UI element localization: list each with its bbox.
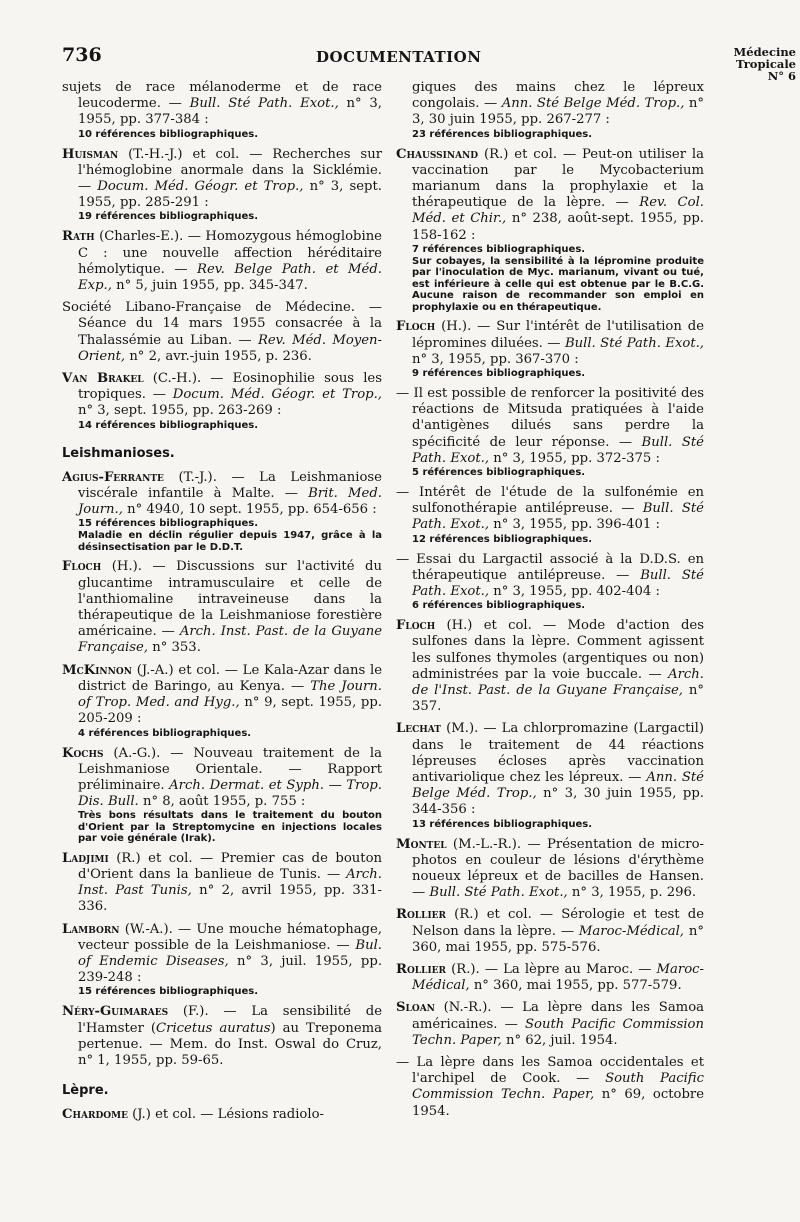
entry-details: n° 3, 30 juin 1955, pp. 267-277 : (412, 96, 705, 128)
entry-references: 23 références bibliographiques. (412, 128, 593, 140)
entry-details: n° 357. (412, 682, 705, 715)
entry-author: Chaussinand (396, 146, 479, 162)
entry-source: South Pacific Commission Techn. Paper, (412, 1016, 704, 1048)
entry-references: 13 références bibliographiques. (412, 818, 593, 830)
entry-references: 14 références bibliographiques. (78, 419, 259, 431)
entry-author: Chardome (62, 1107, 128, 1123)
entry-details: ) au Treponema pertenue. — Mem. do Inst. Oswal do Cruz, n° 1, 1955, pp. 59-65. (78, 1020, 382, 1069)
entry-text: Société Libano-Française de Médecine. — Séance du 14 mars 1955 consacrée à la Thalassémie au Liban. — (62, 300, 382, 348)
entry-source: Bull. Sté Path. Exot., (564, 335, 705, 351)
entry-source: Ann. Sté Belge Méd. Trop., (501, 96, 685, 112)
entry-details: n° 3, juil. 1955, pp. 239-248 : (78, 954, 383, 986)
entry-source: Arch. Inst. Past Tunis, (78, 867, 382, 899)
entry-source: Bull. Sté Path. Exot., (412, 501, 704, 533)
entries-group-top (62, 80, 382, 432)
journal-label (734, 46, 796, 82)
entry-source: South Pacific Commission Techn. Paper, (412, 1071, 704, 1103)
bibliography-entry (396, 1000, 704, 1049)
bibliography-entry (396, 618, 704, 715)
entry-details: n° 2, avril 1955, pp. 331-336. (78, 883, 383, 915)
page-number: 736 (62, 44, 102, 66)
bibliography-entry (396, 721, 704, 830)
entry-source: Cricetus auratus (156, 1020, 271, 1036)
entry-source: Bull. Sté Path. Exot., (412, 567, 704, 599)
entry-details: n° 353. (148, 640, 201, 656)
entry-references: 15 références bibliographiques. (78, 518, 259, 530)
entry-author: Sloan (396, 1000, 435, 1016)
entry-text: (A.-G.). — Nouveau traitement de la Leishmaniose Orientale. — Rapport préliminaire. (78, 745, 382, 793)
entry-details: n° 3, 1955, p. 296. (567, 885, 697, 901)
bibliography-entry (62, 851, 382, 916)
bibliography-entry (62, 559, 382, 656)
entry-details: n° 4940, 10 sept. 1955, pp. 654-656 : (122, 502, 377, 518)
entry-references: 9 références bibliographiques. (412, 367, 586, 379)
entry-source: Arch. de l'Inst. Past. de la Guyane Française, (412, 666, 704, 698)
entry-text: sujets de race mélanoderme et de race leucoderme. — (62, 80, 382, 112)
entry-details: n° 3, 1955, pp. 402-404 : (489, 583, 660, 599)
bibliography-entry (62, 1107, 382, 1123)
entry-text: (T.-J.). — La Leishmaniose viscérale infantile à Malte. — (78, 469, 382, 502)
entry-text: (M.). — La chlorpromazine (Largactil) dans le traitement de 44 réactions lépreuses écloses après vaccination antivariolique chez les lépreux. — (412, 721, 704, 785)
entry-references: 5 références bibliographiques. (412, 466, 586, 478)
bibliography-entry (396, 552, 704, 613)
bibliography-entry (396, 962, 704, 994)
entry-references: 12 références bibliographiques. (412, 533, 593, 545)
section-heading-leishmanioses: Leishmanioses. (62, 445, 175, 461)
entry-text: (F.). — La sensibilité de l'Hamster ( (78, 1004, 382, 1036)
entry-details: n° 5, juin 1955, pp. 345-347. (111, 278, 308, 294)
bibliography-entry-continued (396, 80, 704, 141)
entry-text: — La lèpre dans les Samoa occidentales et l'archipel de Cook. — (396, 1055, 704, 1087)
left-column (62, 80, 382, 1130)
journal-line: N° 6 (767, 69, 796, 83)
section-heading-lepre: Lèpre. (62, 1083, 109, 1099)
entry-author: Floch (396, 618, 436, 634)
bibliography-entry (396, 319, 704, 380)
entry-source: Rev. Col. Méd. et Chir., (412, 195, 704, 227)
entry-references: 19 références bibliographiques. (78, 211, 259, 223)
entry-text: (Charles-E.). — Homozygous hémoglobine C : une nouvelle affection héréditaire hémolytique. — (78, 229, 382, 277)
bibliography-entry (62, 229, 382, 294)
entry-text: (R.) et col. — Premier cas de bouton d'Orient dans la banlieue de Tunis. — (78, 850, 382, 883)
entry-references: 4 références bibliographiques. (78, 727, 252, 739)
entry-author: Floch (396, 319, 436, 335)
bibliography-entry (396, 485, 704, 546)
entry-details: n° 9, sept. 1955, pp. 205-209 : (78, 695, 382, 727)
entry-details: n° 3, 1955, pp. 372-375 : (489, 450, 660, 466)
bibliography-entry (62, 1004, 382, 1069)
entry-source: Bull. Sté Path. Exot., (189, 96, 339, 112)
entry-author: Agius-Ferrante (62, 469, 164, 485)
entry-text: giques des mains chez le lépreux congolais. — (412, 80, 704, 112)
entry-text: (M.-L.-R.). — Présentation de micro-photos en couleur de lésions d'érythème noueux lépreux et de bacilles de Hansen. — (412, 836, 704, 901)
entry-author: Kochs (62, 745, 104, 761)
bibliography-entry (396, 1055, 704, 1120)
entry-text: (H.). — Discussions sur l'activité du glucantime intramusculaire et celle de l'anthiomaline intraveineuse dans la thérapeutique de la Leishmaniose forestière américaine. — (78, 559, 382, 640)
entry-text: — Intérêt de l'étude de la sulfonémie en sulfonothérapie antilépreuse. — (396, 484, 704, 517)
bibliography-entry (62, 371, 382, 432)
bibliography-entry (62, 300, 382, 365)
bibliography-entry (62, 663, 382, 740)
entry-details: n° 238, août-sept. 1955, pp. 158-162 : (412, 211, 704, 243)
entry-author: Rath (62, 229, 95, 245)
entry-text: (N.-R.). — La lèpre dans les Samoa américaines. — (412, 1000, 704, 1032)
bibliography-entry (396, 907, 704, 956)
entry-source: Rev. Méd. Moyen-Orient, (78, 332, 382, 364)
entry-source: Rev. Belge Path. et Méd. Exp., (78, 261, 382, 294)
bibliography-entry (62, 746, 382, 845)
entry-author: Montel (396, 836, 447, 852)
entry-references: 10 références bibliographiques. (78, 128, 259, 140)
entry-author: Van Brakel (62, 371, 144, 387)
entry-text: (J.-A.) et col. — Le Kala-Azar dans le district de Baringo, au Kenya. — (78, 662, 382, 694)
entry-details: n° 3, 30 juin 1955, pp. 344-356 : (412, 786, 704, 818)
entry-text: (H.). — Sur l'intérêt de l'utilisation de lépromines diluées. — (412, 319, 704, 351)
entry-text: (R.) et col. — Sérologie et test de Nelson dans la lèpre. — (412, 907, 704, 939)
entry-author: Ladjimi (62, 850, 109, 866)
entry-note: Maladie en déclin régulier depuis 1947, grâce à la désinsectisation par le D.D.T. (78, 530, 382, 553)
entry-note: Sur cobayes, la sensibilité à la lépromine produite par l'inoculation de Myc. marianum, vivant ou tué, est inférieure à celle qui est obtenue par le B.C.G. Aucune raison de recommander son emploi en prophylaxie ou en thérapeutique. (412, 255, 704, 313)
entry-author: Floch (62, 559, 102, 575)
entry-details: n° 3, 1955, pp. 367-370 : (412, 351, 579, 367)
entry-references: 7 références bibliographiques. (412, 243, 586, 255)
entry-note: Très bons résultats dans le traitement du bouton d'Orient par la Streptomycine en injections locales par voie générale (Irak). (78, 810, 382, 845)
entry-author: McKinnon (62, 662, 132, 678)
bibliography-entry (62, 147, 382, 224)
entry-details: n° 2, avr.-juin 1955, p. 236. (125, 348, 312, 364)
entry-references: 15 références bibliographiques. (78, 986, 259, 998)
entry-author: Rollier (396, 962, 447, 978)
entry-text: (W.-A.). — Une mouche hématophage, vecteur possible de la Leishmaniose. — (78, 921, 382, 953)
journal-line: Tropicale (736, 57, 796, 71)
entry-references: 6 références bibliographiques. (412, 600, 586, 612)
right-column (396, 80, 704, 1126)
entry-author: Néry-Guimaraes (62, 1004, 169, 1020)
bibliography-entry (396, 147, 704, 314)
entry-details: n° 69, octobre 1954. (412, 1087, 704, 1119)
bibliography-entry (62, 470, 382, 554)
bibliography-entry (62, 922, 382, 999)
entry-text: — Il est possible de renforcer la positivité des réactions de Mitsuda pratiquées à l'aide d'antigènes dilués sans perdre la spécificité de leur réponse. — (396, 385, 704, 450)
entry-text: (R.). — La lèpre au Maroc. — (446, 962, 657, 978)
journal-line: Médecine (733, 45, 796, 59)
entry-author: Huisman (62, 146, 119, 162)
entry-details: n° 3, 1955, pp. 377-384 : (78, 96, 382, 128)
entry-text: (J.) et col. — Lésions radiolo- (127, 1107, 324, 1123)
entry-source: Docum. Méd. Géogr. et Trop., (172, 387, 382, 403)
entry-details: n° 62, juil. 1954. (501, 1032, 618, 1048)
entries-group-leishmanioses (62, 470, 382, 1069)
entry-text: (C.-H.). — Eosinophilie sous les tropiques. — (78, 371, 382, 403)
entry-source: Bul. of Endemic Diseases, (78, 937, 382, 970)
entry-details: n° 8, août 1955, p. 755 : (138, 794, 306, 810)
entry-details: n° 360, mai 1955, pp. 575-576. (412, 923, 704, 955)
entry-source: Ann. Sté Belge Méd. Trop., (412, 770, 704, 802)
entry-author: Lamborn (62, 921, 120, 937)
running-title: DOCUMENTATION (316, 48, 482, 66)
entry-author: Rollier (396, 907, 447, 923)
entry-source: Arch. Inst. Past. de la Guyane Française, (78, 624, 382, 656)
entries-group-lepre (396, 147, 704, 1120)
entry-source: Bull. Sté Path. Exot., (429, 885, 568, 901)
entry-text: — Essai du Largactil associé à la D.D.S. en thérapeutique antilépreuse. — (396, 551, 704, 583)
bibliography-entry (396, 386, 704, 479)
entry-source: Bull. Sté Path. Exot., (412, 434, 704, 466)
entry-text: (T.-H.-J.) et col. — Recherches sur l'hémoglobine anormale dans la Sicklémie. — (78, 146, 382, 195)
bibliography-entry (396, 837, 704, 902)
entry-details: n° 360, mai 1955, pp. 577-579. (469, 978, 682, 994)
entry-source: Arch. Dermat. et Syph. — Trop. Dis. Bull. (78, 777, 382, 810)
entry-text: (R.) et col. — Peut-on utiliser la vaccination par le Mycobacterium marianum dans la prophylaxie et la thérapeutique de la lèpre. — (412, 146, 704, 211)
entry-author: Lechat (396, 721, 441, 737)
entry-details: n° 3, sept. 1955, pp. 263-269 : (78, 403, 282, 419)
entry-source: The Journ. of Trop. Med. and Hyg., (78, 678, 382, 711)
bibliography-entry (62, 80, 382, 141)
entry-details: n° 3, sept. 1955, pp. 285-291 : (78, 179, 382, 211)
entry-source: Docum. Méd. Géogr. et Trop., (97, 179, 304, 195)
entry-details: n° 3, 1955, pp. 396-401 : (489, 517, 660, 533)
entry-source: Maroc-Médical, (412, 962, 704, 994)
entry-text: (H.) et col. — Mode d'action des sulfones dans la lèpre. Comment agissent les sulfones thymoles (argentiques ou non) administrées par la voie buccale. — (412, 618, 704, 682)
entry-source: Brit. Med. Journ., (78, 486, 382, 518)
entry-source: Maroc-Médical, (578, 923, 684, 939)
